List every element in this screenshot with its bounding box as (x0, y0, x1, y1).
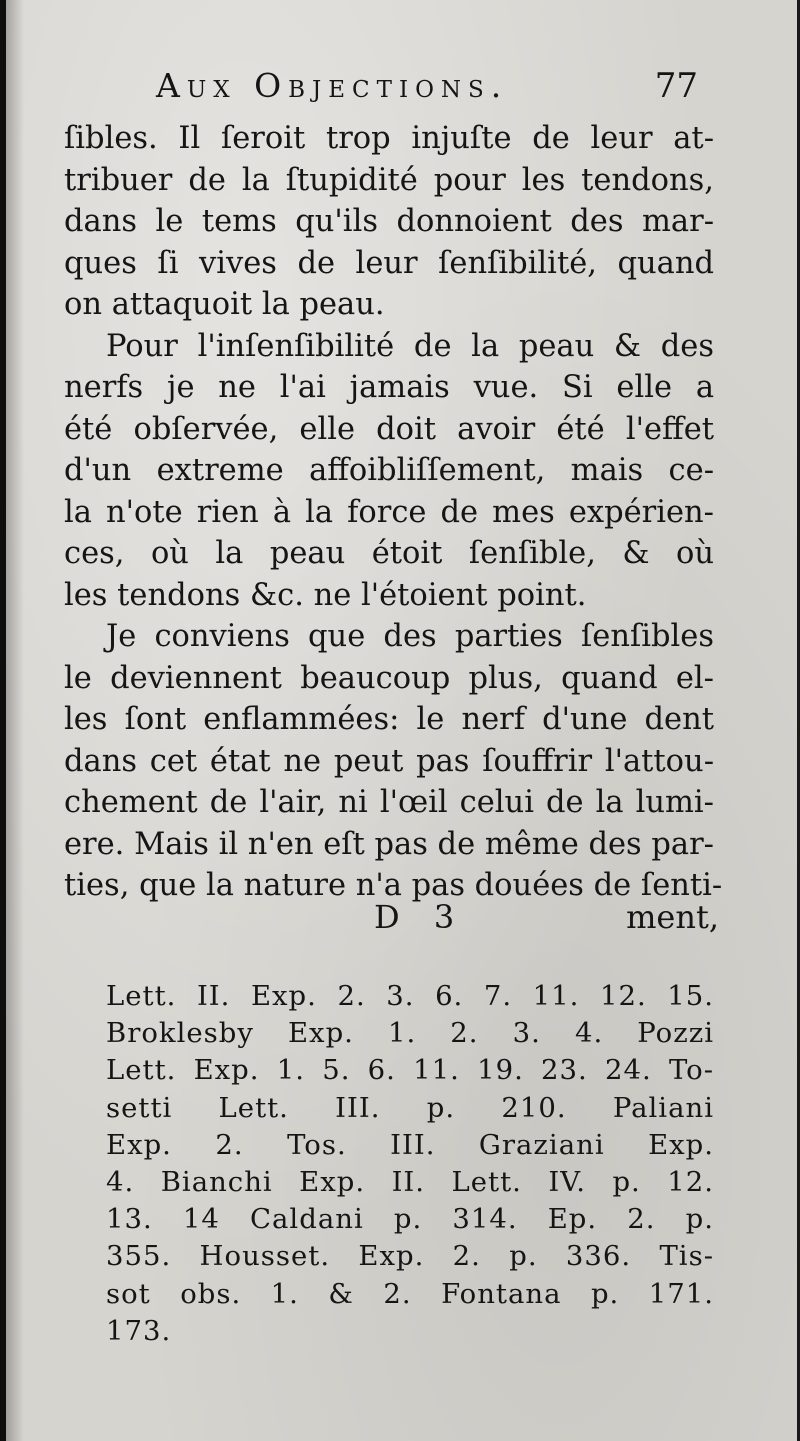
footnote-line: 13. 14 Caldani p. 314. Ep. 2. p. (106, 1203, 714, 1236)
footnote-line: Lett. Exp. 1. 5. 6. 11. 19. 23. 24. To- (106, 1054, 714, 1087)
text-line: ces, où la peau étoit ſenſible, & où (64, 536, 714, 571)
footnote-line: 173. (106, 1314, 172, 1347)
text-line: d'un extreme affoibliſſement, mais ce- (64, 453, 714, 488)
paragraph-start: Pour l'inſenſibilité de la peau & des (106, 328, 714, 364)
footnote-line: setti Lett. III. p. 210. Paliani (106, 1091, 714, 1124)
text-line: été obſervée, elle doit avoir été l'effet (64, 411, 714, 447)
text-line: ques ſi vives de leur ſenſibilité, quand (64, 245, 714, 281)
body-text (64, 118, 723, 907)
page-number: 77 (654, 66, 698, 106)
text-line: chement de l'air, ni l'œil celui de la lumi- (64, 785, 714, 820)
footnote-line: Broklesby Exp. 1. 2. 3. 4. Pozzi (106, 1017, 714, 1050)
text-line: les ſont enflammées: le nerf d'une dent (64, 702, 714, 737)
footnote-line: Lett. II. Exp. 2. 3. 6. 7. 11. 12. 15. (106, 980, 714, 1012)
signature-mark: D 3 (374, 898, 467, 936)
text-line: dans le tems qu'ils donnoient des mar- (64, 204, 714, 239)
text-line: dans cet état ne peut pas ſouffrir l'attou- (64, 743, 714, 779)
footnote-line: Exp. 2. Tos. III. Graziani Exp. (106, 1128, 714, 1161)
text-line: ſibles. Il ſeroit trop injuſte de leur at- (64, 121, 714, 156)
text-line: nerfs je ne l'ai jamais vue. Si elle a (64, 370, 714, 405)
text-line: on attaquoit la peau. (64, 287, 385, 322)
text-line: la n'ote rien à la force de mes expérien- (64, 494, 714, 530)
catchword: ment, (626, 898, 719, 936)
text-line: tribuer de la ſtupidité pour les tendons, (64, 162, 714, 198)
text-line: le deviennent beaucoup plus, quand el- (64, 660, 714, 696)
running-head (6, 66, 800, 116)
footnote-line: sot obs. 1. & 2. Fontana p. 171. (106, 1277, 714, 1310)
running-title: Aux Objections. (156, 66, 509, 105)
paragraph-start: Je conviens que des parties ſenſibles (106, 619, 714, 654)
text-line: les tendons &c. ne l'étoient point. (64, 577, 587, 613)
footnote (106, 978, 714, 1350)
signature-line (64, 898, 719, 943)
text-line: ties, que la nature n'a pas douées de ſenti- (64, 868, 723, 903)
text-line: ere. Mais il n'en eſt pas de même des par- (64, 826, 714, 862)
footnote-line: 355. Housset. Exp. 2. p. 336. Tis- (106, 1240, 714, 1273)
footnote-line: 4. Bianchi Exp. II. Lett. IV. p. 12. (106, 1165, 714, 1198)
page-gutter-shadow (6, 0, 24, 1441)
